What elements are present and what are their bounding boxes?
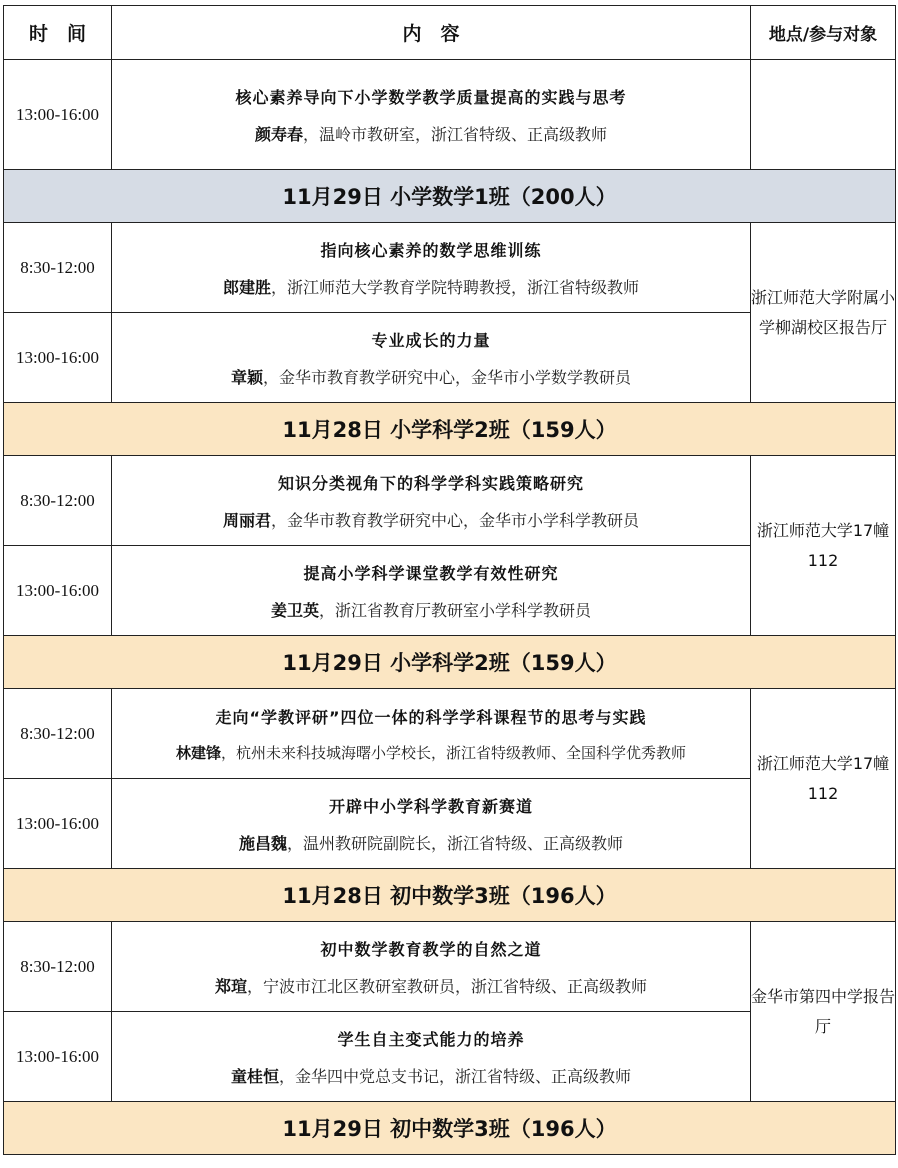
- speaker-name: 郑瑄: [214, 976, 247, 996]
- speaker-desc: ，金华四中党总支书记，浙江省特级、正高级教师: [279, 1066, 632, 1086]
- session-place: 浙江师范大学附属小学柳湖校区报告厅: [751, 223, 896, 403]
- session-speaker: [112, 508, 750, 531]
- session-speaker: [112, 742, 750, 763]
- session-topic: 知识分类视角下的科学学科实践策略研究: [277, 473, 584, 493]
- header-place: 地点/参与对象: [751, 6, 896, 60]
- speaker-name: 周丽君: [222, 510, 271, 530]
- session-time: 8:30-12:00: [4, 223, 112, 313]
- session-content: [112, 456, 751, 546]
- banner-title: 11月28日 小学科学2班（159人）: [4, 403, 896, 456]
- session-content: [112, 689, 751, 779]
- session-content: [112, 922, 751, 1012]
- session-content: [112, 1012, 751, 1102]
- speaker-name: 童桂恒: [230, 1066, 279, 1086]
- class-banner: [4, 170, 896, 223]
- session-content: [112, 223, 751, 313]
- speaker-name: 颜寿春: [254, 124, 303, 144]
- header-time: 时 间: [4, 6, 112, 60]
- session-speaker: [112, 598, 750, 621]
- session-row: [4, 922, 896, 1012]
- speaker-name: 林建锋: [175, 743, 221, 762]
- session-topic: 开辟中小学科学教育新赛道: [328, 796, 533, 816]
- session-topic: 指向核心素养的数学思维训练: [320, 240, 542, 260]
- session-topic: 学生自主变式能力的培养: [337, 1029, 525, 1049]
- speaker-desc: ，金华市教育教学研究中心，金华市小学科学教研员: [271, 510, 640, 530]
- session-row: [4, 456, 896, 546]
- session-speaker: [112, 974, 750, 997]
- speaker-desc: ，浙江省教育厅教研室小学科学教研员: [319, 600, 592, 620]
- class-banner: [4, 1102, 896, 1155]
- speaker-desc: ，杭州未来科技城海曙小学校长，浙江省特级教师、全国科学优秀教师: [221, 743, 687, 762]
- header-row: [4, 6, 896, 60]
- session-time: 13:00-16:00: [4, 779, 112, 869]
- session-speaker: [112, 831, 750, 854]
- session-topic: 走向“学教评研”四位一体的科学学科课程节的思考与实践: [215, 707, 647, 727]
- session-topic: 初中数学教育教学的自然之道: [320, 939, 542, 959]
- speaker-name: 姜卫英: [270, 600, 319, 620]
- header-content: 内 容: [112, 6, 751, 60]
- session-topic: 提高小学科学课堂教学有效性研究: [303, 563, 559, 583]
- session-time: 8:30-12:00: [4, 689, 112, 779]
- class-banner: [4, 403, 896, 456]
- session-speaker: [112, 1064, 750, 1087]
- session-row: [4, 223, 896, 313]
- session-place: 浙江师范大学17幢112: [751, 689, 896, 869]
- session-time: 8:30-12:00: [4, 922, 112, 1012]
- speaker-desc: ，温岭市教研室，浙江省特级、正高级教师: [303, 124, 608, 144]
- session-time: 13:00-16:00: [4, 313, 112, 403]
- session-place: [751, 60, 896, 170]
- session-speaker: [112, 365, 750, 388]
- session-time: 13:00-16:00: [4, 1012, 112, 1102]
- speaker-name: 郎建胜: [222, 277, 271, 297]
- session-content: [112, 313, 751, 403]
- speaker-desc: ，宁波市江北区教研室教研员，浙江省特级、正高级教师: [247, 976, 648, 996]
- session-speaker: [112, 275, 750, 298]
- session-place: 金华市第四中学报告厅: [751, 922, 896, 1102]
- speaker-desc: ，金华市教育教学研究中心，金华市小学数学教研员: [263, 367, 632, 387]
- session-row: [4, 689, 896, 779]
- class-banner: [4, 636, 896, 689]
- speaker-name: 施昌魏: [238, 833, 287, 853]
- session-time: 8:30-12:00: [4, 456, 112, 546]
- session-row: [4, 60, 896, 170]
- session-place: 浙江师范大学17幢112: [751, 456, 896, 636]
- speaker-desc: ，温州教研院副院长，浙江省特级、正高级教师: [287, 833, 624, 853]
- speaker-desc: ，浙江师范大学教育学院特聘教授，浙江省特级教师: [271, 277, 640, 297]
- session-content: [112, 60, 751, 170]
- banner-title: 11月29日 小学科学2班（159人）: [4, 636, 896, 689]
- speaker-name: 章颖: [230, 367, 263, 387]
- session-time: 13:00-16:00: [4, 546, 112, 636]
- session-topic: 专业成长的力量: [371, 330, 491, 350]
- session-content: [112, 546, 751, 636]
- banner-title: 11月28日 初中数学3班（196人）: [4, 869, 896, 922]
- banner-title: 11月29日 初中数学3班（196人）: [4, 1102, 896, 1155]
- banner-title: 11月29日 小学数学1班（200人）: [4, 170, 896, 223]
- schedule-table: [3, 5, 896, 1155]
- class-banner: [4, 869, 896, 922]
- session-time: 13:00-16:00: [4, 60, 112, 170]
- session-topic: 核心素养导向下小学数学教学质量提高的实践与思考: [235, 87, 627, 107]
- session-speaker: [112, 122, 750, 145]
- session-content: [112, 779, 751, 869]
